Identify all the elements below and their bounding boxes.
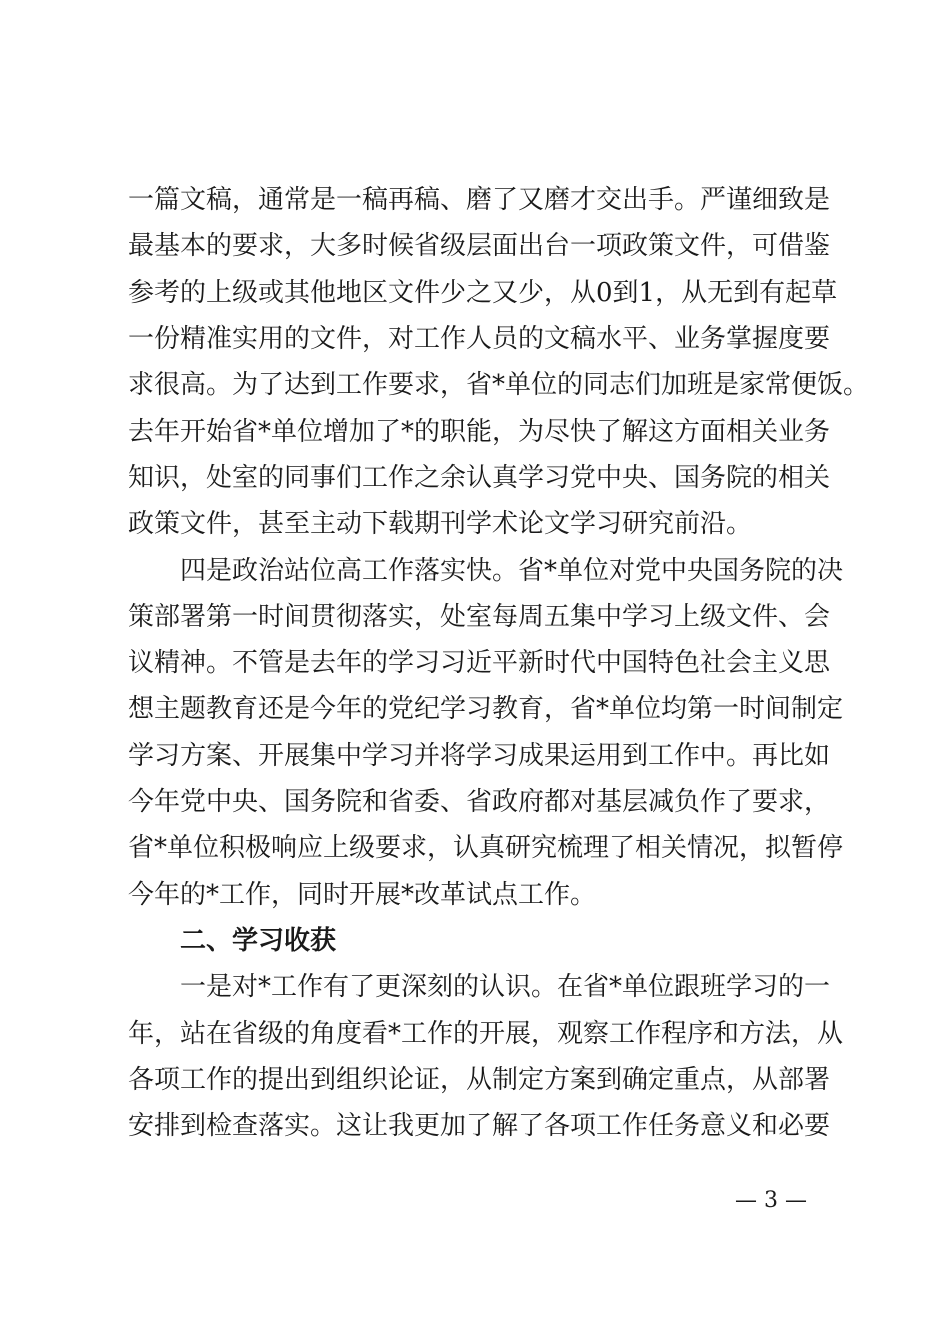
- text-line: 各项工作的提出到组织论证，从制定方案到确定重点，从部署: [128, 1065, 831, 1095]
- paragraph-first-line: 四是政治站位高工作落实快。省*单位对党中央国务院的决: [180, 556, 844, 586]
- text-line: 一篇文稿，通常是一稿再稿、磨了又磨才交出手。严谨细致是: [128, 185, 831, 215]
- text-line: 知识，处室的同事们工作之余认真学习党中央、国务院的相关: [128, 463, 831, 493]
- text-line: 想主题教育还是今年的党纪学习教育，省*单位均第一时间制定: [128, 694, 844, 724]
- text-line: 参考的上级或其他地区文件少之又少，从0到1，从无到有起草: [128, 278, 838, 308]
- text-line: 最基本的要求，大多时候省级层面出台一项政策文件，可借鉴: [128, 231, 831, 261]
- page-number: — 3 —: [735, 1188, 807, 1213]
- text-line: 安排到检查落实。这让我更加了解了各项工作任务意义和必要: [128, 1111, 831, 1141]
- text-line: 学习方案、开展集中学习并将学习成果运用到工作中。再比如: [128, 741, 831, 771]
- text-line: 省*单位积极响应上级要求，认真研究梳理了相关情况，拟暂停: [128, 833, 844, 863]
- text-line: 年，站在省级的角度看*工作的开展，观察工作程序和方法，从: [128, 1019, 844, 1049]
- text-line: 求很高。为了达到工作要求，省*单位的同志们加班是家常便饭。: [128, 370, 870, 400]
- text-line: 一份精准实用的文件，对工作人员的文稿水平、业务掌握度要: [128, 324, 831, 354]
- text-line: 去年开始省*单位增加了*的职能，为尽快了解这方面相关业务: [128, 417, 831, 447]
- text-line: 今年党中央、国务院和省委、省政府都对基层减负作了要求，: [128, 787, 831, 817]
- section-heading: 二、学习收获: [180, 926, 337, 956]
- paragraph-first-line: 一是对*工作有了更深刻的认识。在省*单位跟班学习的一: [180, 972, 831, 1002]
- text-line: 策部署第一时间贯彻落实，处室每周五集中学习上级文件、会: [128, 602, 831, 632]
- text-line: 政策文件，甚至主动下载期刊学术论文学习研究前沿。: [128, 509, 753, 539]
- text-line: 议精神。不管是去年的学习习近平新时代中国特色社会主义思: [128, 648, 831, 678]
- text-line: 今年的*工作，同时开展*改革试点工作。: [128, 880, 597, 910]
